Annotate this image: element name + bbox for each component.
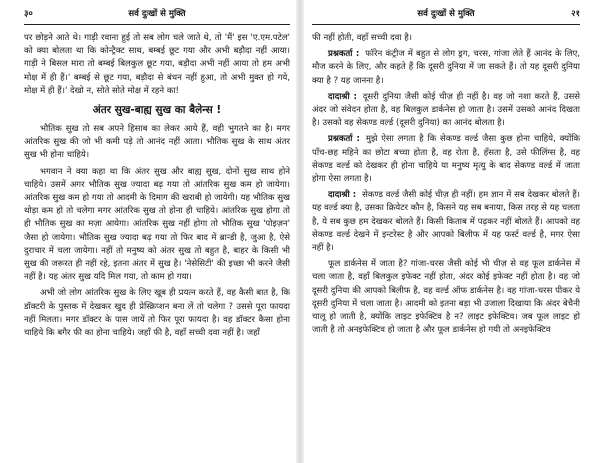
- paragraph: भगवान ने क्या कहा था कि अंतर सुख और बाह्य सुख, दोनों सुख साथ होने चाहिये। उसमें अगर भौतिक सुख ज्यादा बढ़ गया तो आंतरिक सुख कम हो जायेगा। आंतरिक सुख कम हो गया तो आदमी के दिमाग की खराबी हो जायेगी। यह भौतिक सुख थोड़ा कम हो तो चलेगा मगर आंतरिक सुख तो होना ही चाहिये। आंतरिक सुख होगा तो ही भौतिक सुख का मज़ा आयेगा। आंतरिक सुख नहीं होगा तो भौतिक सुख 'पोइज़न' जैसा हो जायेगा। भौतिक सुख ज्यादा बढ़ गया तो फिर बाद में ब्रान्डी है, जुआ है, ऐसे दुराचार में चला जायेगा। नहीं तो मनुष्य को अंतर सुख तो बहुत है, बाहर के किसी भी सुख की जरूरत ही नहीं रहे, इतना अंतर में सुख है। 'नेसेसिटी' की इच्छा भी करने जैसी नहीं है। यह अंतर सुख यदि मिल गया, तो काम हो गया।: [24, 166, 290, 283]
- right-page: [304, 0, 600, 463]
- paragraph: पर छोड़ने आते थे। गाड़ी रवाना हुई तो सब लोग चले जाते थे, तो 'मैं' इस 'ए.एम.पटेल' को क्या बोलता था कि कोन्ट्रैक्ट साथ, बम्बई छूट गया और अभी बड़ौदा नहीं आया। गाड़ी ने बिसल मारा तो बम्बई बिलकुल छूट गया, बड़ौदा अभी नहीं आया तो हम अभी मोक्ष में ही हैं।' बम्बई से छूट गया, बड़ौदा से बंधन नहीं हुआ, तो अभी मुक्त हो गये, मोक्ष में ही हैं।' देखो न, सोते सोते मोक्ष में रहने का!: [24, 33, 290, 96]
- dialogue-entry: [312, 189, 580, 255]
- paragraph: भौतिक सुख तो सब अपने हिसाब का लेकर आये हैं, वही भुगतने का है। मगर आंतरिक सुख की जो भी कमी पड़े तो आनंद नहीं आता। भौतिक सुख के साथ अंतर सुख भी होना चाहिये।: [24, 124, 290, 161]
- dialogue-text: दूसरी दुनिया जैसी कोई चीज़ ही नहीं है। वह जो नशा करते हैं, उससे अंदर जो संवेदन होता है, वह बिलकुल डार्कनेस हो जाता है। उसमें उसको आनंद दिखता है। उसको वह सेकण्ड वर्ल्ड (दूसरी दुनिया) का आनंद बोलता है।: [312, 91, 580, 129]
- left-page-body: [24, 32, 290, 343]
- dialogue-text: फॉरेन कंट्रीज में बहुत से लोग ड्रग, चरस, गांजा लेते हैं आनंद के लिए, मौज करने के लिए, और कहते हैं कि दूसरी दुनिया में जा सकते हैं। तो यह दूसरी दुनिया क्या है ? यह जानना है।: [312, 49, 580, 86]
- speaker-label: दादाश्री :: [328, 190, 357, 201]
- paragraph: फूल डार्कनेस में जाता है? गांजा-चरस जैसी कोई भी चीज़ से वह फूल डार्कनेस में चला जाता है, वहाँ बिलकुल इफेक्ट नहीं होता, अंदर कोई इफेक्ट नहीं होता है। वह जो दूसरी दुनिया की आपको बिलीफ है, वह वर्ल्ड ऑफ डार्कनेस है। वह गांजा-चरस पीकर ये दूसरी दुनिया में चला जाता है। आदमी को इतना बड़ा भी उजाला दिखाया कि अंदर बेचैनी चालू हो जाती है, क्योंकि लाइट इफेक्टिव है न? लाइट इफेक्टिव। जब फूल लाइट हो जाती है तो अनइफेक्टिव हो जाता है और फूल डार्कनेस हो गयी तो अनइफेक्टिव: [312, 259, 580, 336]
- dialogue-entry: [312, 48, 580, 88]
- section-heading: अंतर सुख-बाह्य सुख का बैलेन्स !: [92, 104, 222, 117]
- paragraph: अभी जो लोग आंतरिक सुख के लिए खूब ही प्रयत्न करते हैं, वह कैसी बात है, कि डॉक्टरी के पुस्तक में देखकर खुद ही प्रेस्क्रिप्शन बना लें तो चलेगा ? उससे पूरा फायदा नहीं मिलता। मगर डॉक्टर के पास जायें तो फिर पूरा फायदा है। वह डॉक्टर कैसा होना चाहिये कि बगैर फी का होना चाहिये। जहाँ फी है, वहाँ सच्ची दवा नहीं है। जहाँ: [24, 288, 290, 339]
- right-page-number: २१: [571, 9, 580, 19]
- right-header-rule: [312, 24, 580, 25]
- paragraph: फी नहीं होती, वहाँ सच्ची दवा है।: [312, 33, 413, 43]
- dialogue-text: मुझे ऐसा लगता है कि सेकण्ड वर्ल्ड जैसा कुछ होना चाहिये, क्योंकि पाँच-छह महिने का छोटा बच्चा होता है, वह रोता है, हँसता है, उसे फीलिंग्स है, वह सेकण्ड वर्ल्ड को देखकर ही होना चाहिये या मनुष्य मृत्यु के बाद सेकण्ड वर्ल्ड में जाता होगा ऐसा लगता है।: [312, 134, 580, 185]
- right-page-body: [312, 32, 580, 340]
- left-page: [0, 0, 296, 463]
- right-page-running-title: सर्व दुःखों से मुक्ति: [417, 9, 475, 19]
- speaker-label: प्रश्नकर्ता :: [328, 49, 360, 60]
- left-page-header: [24, 6, 290, 22]
- left-page-running-title: सर्व दुःखों से मुक्ति: [128, 9, 186, 19]
- right-page-header: [312, 6, 580, 22]
- left-page-number: ३०: [24, 9, 33, 19]
- dialogue-entry: [312, 133, 580, 186]
- dialogue-entry: [312, 91, 580, 131]
- dialogue-text: सेकण्ड वर्ल्ड जैसी कोई चीज़ ही नहीं। हम ज्ञान में सब देखकर बोलते हैं। यह वर्ल्ड क्या है, उसका क्रियेटर कौन है, किसने यह सब बनाया, किस तरह से यह चलता है, ये सब कुछ हम देखकर बोलते हैं। किसी किताब में पढ़कर नहीं बोलते हैं। आपको वह सेकण्ड वर्ल्ड देखने में इन्टरेस्ट है और आपको बिलीफ में यह फर्स्ट वर्ल्ड है, मगर ऐसा नहीं है।: [312, 190, 580, 254]
- book-gutter: [296, 0, 304, 463]
- speaker-label: प्रश्नकर्ता :: [328, 134, 360, 145]
- left-header-rule: [24, 24, 290, 25]
- speaker-label: दादाश्री :: [328, 91, 357, 102]
